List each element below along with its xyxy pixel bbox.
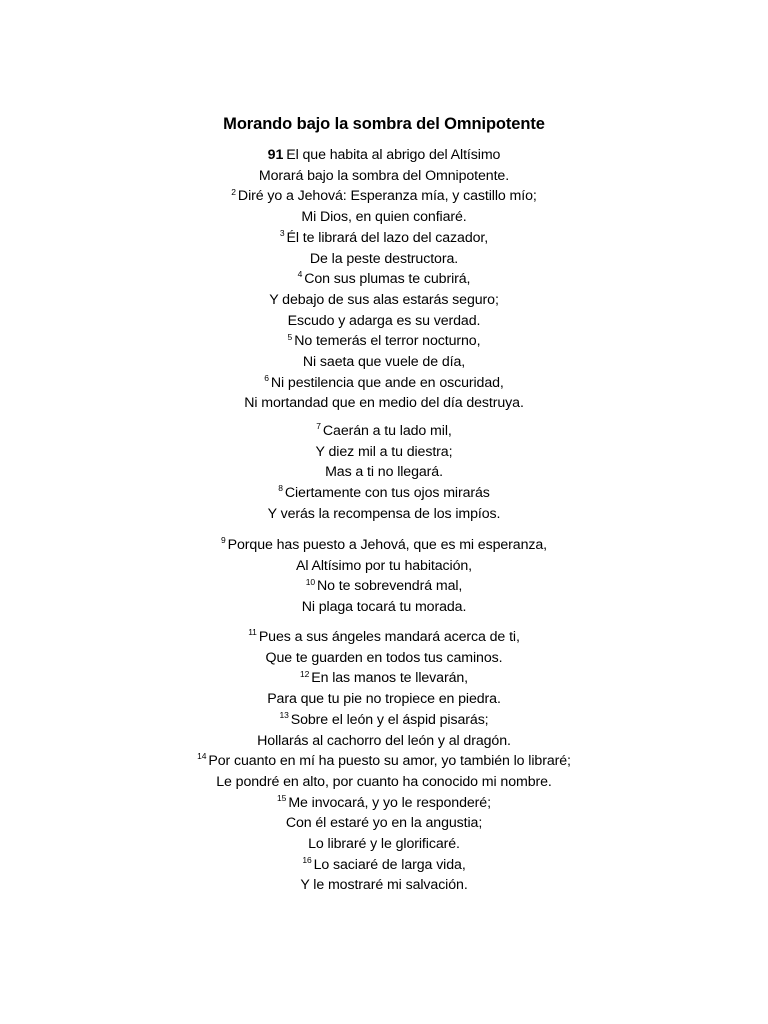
verse-line	[0, 668, 768, 689]
verse-line	[0, 576, 768, 597]
verse-line	[0, 751, 768, 772]
verse-line	[0, 421, 768, 442]
verse-text: Lo libraré y le glorificaré.	[308, 836, 460, 853]
verse-line	[0, 331, 768, 352]
verse-text: Ni saeta que vuele de día,	[302, 354, 466, 371]
stanza	[0, 627, 768, 896]
chapter-number: 91	[267, 147, 284, 163]
verse-text: Él te librará del lazo del cazador,	[286, 229, 489, 246]
verse-line	[0, 373, 768, 394]
verse-text: Porque has puesto a Jehová, que es mi esperanza,	[227, 537, 547, 553]
verse-text: Y verás la recompensa de los impíos.	[267, 505, 501, 522]
verse-text: Mas a ti no llegará.	[325, 464, 443, 481]
verse-text: Lo saciaré de larga vida,	[313, 856, 466, 873]
verse-line	[0, 597, 768, 618]
verse-line	[0, 855, 768, 876]
verse-line	[0, 875, 768, 896]
verse-number: 9	[221, 535, 226, 546]
verse-text: Hollarás al cachorro del león y al dragón.	[257, 732, 511, 749]
verse-line	[0, 207, 768, 228]
verse-text: El que habita al abrigo del Altísimo	[286, 147, 501, 163]
verse-text: Caerán a tu lado mil,	[322, 423, 452, 439]
verse-text: Que te guarden en todos tus caminos.	[265, 649, 503, 666]
verse-text: Ni plaga tocará tu morada.	[301, 599, 467, 616]
verse-line	[0, 689, 768, 710]
verse-line	[0, 290, 768, 311]
verse-text: No te sobrevendrá mal,	[316, 578, 463, 595]
verse-text: Diré yo a Jehová: Esperanza mía, y castillo mío;	[237, 188, 537, 205]
verse-text: Le pondré en alto, por cuanto ha conocido mi nombre.	[216, 773, 552, 790]
verse-line	[0, 627, 768, 648]
verse-line	[0, 710, 768, 731]
verse-text: Y debajo de sus alas estarás seguro;	[269, 291, 499, 308]
verse-text: Mi Dios, en quien confiaré.	[301, 209, 467, 226]
verse-number: 14	[197, 751, 207, 762]
verse-text: Ni pestilencia que ande en oscuridad,	[270, 374, 504, 391]
verse-text: Me invocará, y yo le responderé;	[288, 794, 491, 811]
verse-line	[0, 269, 768, 290]
verse-text: Al Altísimo por tu habitación,	[295, 557, 472, 574]
verse-line	[0, 483, 768, 504]
verse-text: Ciertamente con tus ojos mirarás	[284, 485, 490, 502]
verse-number: 11	[248, 627, 257, 638]
verse-text: No temerás el terror nocturno,	[294, 333, 481, 350]
verse-line	[0, 813, 768, 834]
verse-text: Por cuanto en mí ha puesto su amor, yo también lo libraré;	[208, 753, 571, 770]
verse-number: 10	[305, 576, 315, 587]
verse-line	[0, 535, 768, 556]
verse-number: 8	[278, 483, 283, 494]
document-title: Morando bajo la sombra del Omnipotente	[223, 115, 545, 133]
stanza	[0, 421, 768, 525]
verse-text: Con sus plumas te cubrirá,	[304, 271, 471, 288]
stanza	[0, 535, 768, 618]
verse-line	[0, 462, 768, 483]
verse-text: Y diez mil a tu diestra;	[315, 443, 453, 460]
verse-number: 13	[279, 710, 289, 721]
verse-number: 6	[264, 373, 269, 383]
verse-number: 16	[302, 855, 312, 865]
verse-line	[0, 731, 768, 752]
verse-text: En las manos te llevarán,	[311, 670, 469, 687]
verse-line	[0, 186, 768, 207]
verse-text: De la peste destructora.	[309, 250, 459, 267]
verse-line	[0, 249, 768, 270]
verse-number: 3	[279, 228, 285, 239]
verse-text: Ni mortandad que en medio del día destruya.	[244, 395, 524, 412]
verse-line	[0, 504, 768, 525]
verse-number: 5	[287, 331, 293, 342]
verse-number: 12	[299, 668, 310, 679]
verse-number: 2	[231, 186, 236, 197]
verse-line	[0, 442, 768, 463]
verse-line	[0, 145, 768, 166]
verse-line	[0, 393, 768, 414]
verse-number: 4	[297, 269, 303, 280]
stanza	[0, 145, 768, 414]
verse-line	[0, 166, 768, 187]
verse-line	[0, 311, 768, 332]
verse-number: 7	[316, 421, 321, 432]
verse-text: Y le mostraré mi salvación.	[300, 877, 468, 894]
verse-text: Sobre el león y el áspid pisarás;	[290, 711, 489, 728]
verse-number: 15	[277, 792, 287, 803]
verse-text: Escudo y adarga es su verdad.	[287, 312, 481, 329]
verse-line	[0, 834, 768, 855]
verse-line	[0, 648, 768, 669]
verse-text: Con él estaré yo en la angustia;	[285, 815, 483, 832]
verse-line	[0, 556, 768, 577]
verse-line	[0, 352, 768, 373]
verse-line	[0, 772, 768, 793]
verse-line	[0, 793, 768, 814]
verse-text: Morará bajo la sombra del Omnipotente.	[258, 167, 510, 184]
verse-text: Para que tu pie no tropiece en piedra.	[267, 691, 501, 708]
verse-text: Pues a sus ángeles mandará acerca de ti,	[258, 629, 520, 645]
verse-line	[0, 228, 768, 249]
